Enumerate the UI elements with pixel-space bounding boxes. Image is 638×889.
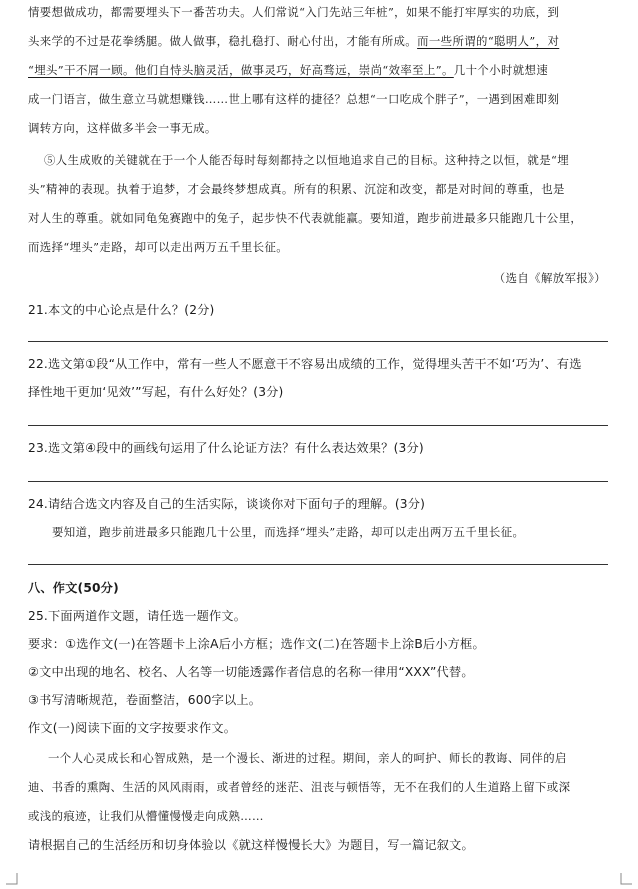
question-24: 24.请结合选文内容及自己的生活实际，谈谈你对下面句子的理解。(3分) [28,497,426,511]
paragraph-5-line: 头”精神的表现。执着于追梦，才会最终梦想成真。所有的积累、沉淀和改变，都是对时间的尊重，也是 [28,182,565,196]
passage-line: 情要想做成功，都需要埋头下一番苦功夫。人们常说“入门先站三年桩”，如果不能打牢厚实的功底，到 [28,5,560,19]
question-24-quote: 要知道，跑步前进最多只能跑几十公里，而选择“埋头”走路，却可以走出两万五千里长征。 [52,525,525,539]
question-22: 22.选文第①段“从工作中，常有一些人不愿意干不容易出成绩的工作，觉得埋头苦干不如‘巧为’、有选 [28,357,582,371]
question-21: 21.本文的中心论点是什么？(2分) [28,303,215,317]
answer-line [28,341,608,342]
crop-mark-icon [6,873,18,885]
passage-line: 调转方向，这样做多半会一事无成。 [28,121,217,135]
passage-line: 成一门语言，做生意立马就想赚钱……世上哪有这样的捷径？总想“一口吃成个胖子”，一遇到困难即刻 [28,92,560,106]
paragraph-5-line: 而选择“埋头”走路，却可以走出两万五千里长征。 [28,240,289,254]
composition-1-title: 作文(一)阅读下面的文字按要求作文。 [28,721,237,735]
underlined-sentence: 而一些所谓的“聪明人”，对 [417,34,560,48]
requirement-2: ②文中出现的地名、校名、人名等一切能透露作者信息的名称一律用“XXX”代替。 [28,665,474,679]
section-heading: 八、作文(50分) [28,581,119,595]
source-citation: （选自《解放军报》） [493,271,606,285]
composition-1-prompt: 请根据自己的生活经历和切身体验以《就这样慢慢长大》为题目，写一篇记叙文。 [28,838,474,852]
question-25: 25.下面两道作文题，请任选一题作文。 [28,609,247,623]
passage-line [28,62,548,78]
requirement-1: 要求：①选作文(一)在答题卡上涂A后小方框；选作文(二)在答题卡上涂B后小方框。 [28,637,485,651]
question-22: 择性地干更加‘见效’”写起，有什么好处？(3分) [28,385,284,399]
answer-line [28,564,608,565]
question-23: 23.选文第④段中的画线句运用了什么论证方法？有什么表达效果？(3分) [28,441,424,455]
passage-line [28,33,559,49]
underlined-sentence: “埋头”干不屑一顾。他们自恃头脑灵活，做事灵巧，好高骛远，崇尚“效率至上”。 [28,63,454,77]
composition-1-text: 一个人心灵成长和心智成熟，是一个漫长、渐进的过程。期间，亲人的呵护、师长的教诲、同伴的启 [48,751,567,765]
requirement-3: ③书写清晰规范，卷面整洁，600字以上。 [28,693,262,707]
crop-mark-icon [620,873,632,885]
answer-line [28,481,608,482]
passage-text: 几十个小时就想速 [453,63,549,77]
answer-line [28,425,608,426]
passage-text: 头来学的不过是花拳绣腿。做人做事，稳扎稳打、耐心付出，才能有所成。 [28,34,418,48]
paragraph-5-line: ⑤人生成败的关键就在于一个人能否每时每刻都持之以恒地追求自己的目标。这种持之以恒，就是“埋 [44,153,570,167]
composition-1-text: 或浅的痕迹，让我们从懵懂慢慢走向成熟…… [28,809,264,823]
paragraph-5-line: 对人生的尊重。就如同龟兔赛跑中的兔子，起步快不代表就能赢。要知道，跑步前进最多只能跑几十公里， [28,211,583,225]
composition-1-text: 迪、书香的熏陶、生活的风风雨雨，或者曾经的迷茫、沮丧与顿悟等，无不在我们的人生道路上留下或深 [28,780,571,794]
